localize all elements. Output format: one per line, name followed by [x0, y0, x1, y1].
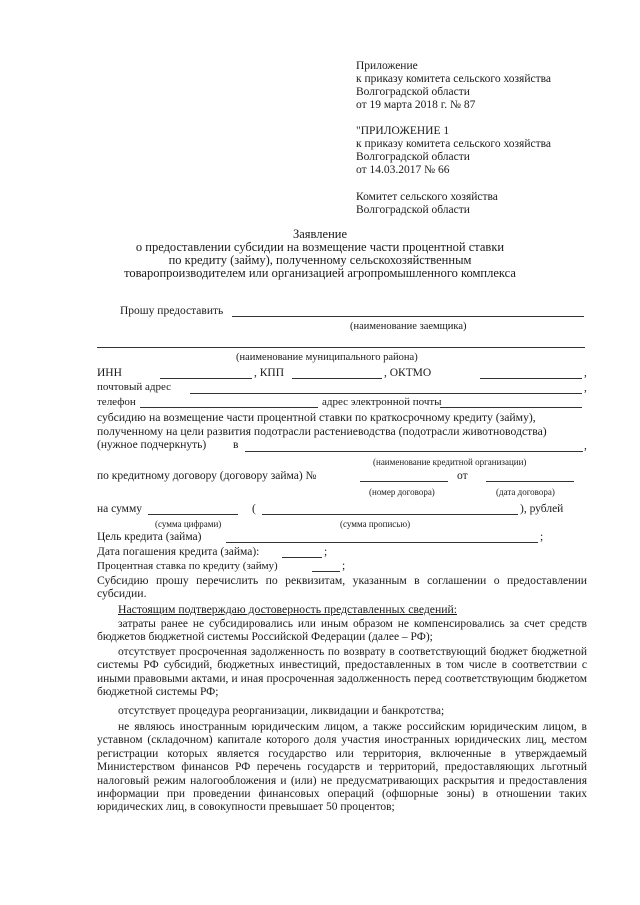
- purpose-label: Цель кредита (займа): [97, 531, 202, 543]
- purpose-field[interactable]: [226, 542, 538, 543]
- borrower-name-field[interactable]: [232, 316, 584, 317]
- appendix1-line: от 14.03.2017 № 66: [356, 164, 450, 176]
- amount-words-field[interactable]: [262, 514, 518, 515]
- inn-label: ИНН: [97, 367, 122, 379]
- borrower-caption: (наименование заемщика): [350, 321, 467, 332]
- rubles-label: ), рублей: [520, 503, 564, 515]
- amount-label: на сумму: [97, 503, 142, 515]
- contract-number-field[interactable]: [360, 481, 448, 482]
- phone-field[interactable]: [140, 407, 318, 408]
- paren-open: (: [252, 503, 256, 515]
- underline-hint: (нужное подчеркнуть): [97, 439, 207, 451]
- title-line: о предоставлении субсидии на возмещение части процентной ставки: [135, 240, 505, 254]
- title-heading: Заявление: [292, 227, 347, 241]
- postal-address-field[interactable]: [190, 393, 582, 394]
- amount-digits-caption: (сумма цифрами): [155, 519, 222, 529]
- addressee-line: Волгоградской области: [356, 204, 470, 216]
- appendix-line: Волгоградской области: [356, 86, 470, 98]
- email-field[interactable]: [440, 407, 582, 408]
- contract-date-caption: (дата договора): [496, 487, 555, 497]
- confirm-heading: Настоящим подтверждаю достоверность представленных сведений:: [118, 603, 458, 616]
- kpp-field[interactable]: [292, 378, 382, 379]
- semicolon: ;: [324, 546, 328, 558]
- title-line: товаропроизводителем или организацией агропромышленного комплекса: [124, 266, 516, 280]
- amount-words-caption: (сумма прописью): [340, 519, 411, 529]
- postal-label: почтовый адрес: [97, 381, 172, 393]
- credit-org-field[interactable]: [245, 451, 583, 452]
- in-label: в: [233, 439, 239, 451]
- addressee-line: Комитет сельского хозяйства: [356, 191, 498, 203]
- title-line: по кредиту (займу), полученному сельскохозяйственным: [168, 253, 472, 267]
- request-label: Прошу предоставить: [120, 305, 224, 317]
- appendix-line: к приказу комитета сельского хозяйства: [356, 73, 552, 85]
- semicolon: ;: [342, 560, 346, 572]
- oktmo-field[interactable]: [480, 378, 582, 379]
- rate-field[interactable]: [312, 571, 340, 572]
- confirm-paragraph: отсутствует просроченная задолженность по возврату в соответствующий бюджет бюджетной системы РФ субсидий, бюджетных инвестиций, предоставленных в том числе в соответствии с иными правовыми актами, и иная просроченная задолженность перед соответствующим бюджетом бюджетной системы РФ;: [97, 646, 587, 699]
- comma: ,: [584, 367, 587, 379]
- subsidy-text: полученному на цели развития подотрасли растениеводства (подотрасли животноводства): [97, 425, 547, 438]
- repayment-date-field[interactable]: [282, 557, 322, 558]
- rate-label: Процентная ставка по кредиту (займу): [97, 560, 278, 572]
- kpp-label: , КПП: [254, 367, 285, 379]
- confirm-paragraph: отсутствует процедура реорганизации, ликвидации и банкротства;: [118, 705, 445, 717]
- district-name-field[interactable]: [97, 347, 585, 348]
- comma: ,: [584, 440, 587, 452]
- contract-date-field[interactable]: [486, 481, 574, 482]
- confirm-paragraph: не являюсь иностранным юридическим лицом, а также российским юридическим лицом, в уставном (складочном) капитале которого доля участия иностранных юридических лиц, местом регистрации которых является государство или территория, включенные в утверждаемый Министерством финансов РФ перечень государств и территорий, предоставляющих льготный налоговый режим налогообложения и (или) не предусматривающих раскрытия и предоставления информации при проведении финансовых операций (офшорные зоны) в отношении таких юридических лиц, в совокупности превышает 50 процентов;: [97, 721, 587, 814]
- appendix1-line: к приказу комитета сельского хозяйства: [356, 138, 552, 150]
- phone-label: телефон: [97, 396, 136, 408]
- contract-no-caption: (номер договора): [369, 487, 435, 497]
- appendix-line: от 19 марта 2018 г. № 87: [356, 99, 476, 111]
- district-caption: (наименование муниципального района): [236, 352, 418, 363]
- appendix-line: Приложение: [356, 60, 418, 72]
- oktmo-label: , ОКТМО: [384, 367, 432, 379]
- from-label: от: [457, 470, 468, 482]
- credit-org-caption: (наименование кредитной организации): [373, 457, 527, 467]
- email-label: адрес электронной почты: [322, 396, 442, 408]
- contract-label: по кредитному договору (договору займа) №: [97, 470, 317, 482]
- appendix1-line: Волгоградской области: [356, 151, 470, 163]
- comma: ,: [584, 382, 587, 394]
- repayment-label: Дата погашения кредита (займа):: [97, 546, 260, 558]
- amount-digits-field[interactable]: [148, 514, 238, 515]
- semicolon: ;: [540, 531, 544, 543]
- confirm-paragraph: затраты ранее не субсидировались или иным образом не компенсировались за счет средств бюджетов бюджетной системы Российской Федерации (далее – РФ);: [97, 618, 587, 644]
- transfer-text: Субсидию прошу перечислить по реквизитам, указанным в соглашении о предоставлении субсидии.: [97, 574, 587, 601]
- appendix1-line: "ПРИЛОЖЕНИЕ 1: [356, 125, 450, 137]
- subsidy-text: субсидию на возмещение части процентной ставки по краткосрочному кредиту (займу),: [97, 411, 536, 424]
- inn-field[interactable]: [160, 378, 252, 379]
